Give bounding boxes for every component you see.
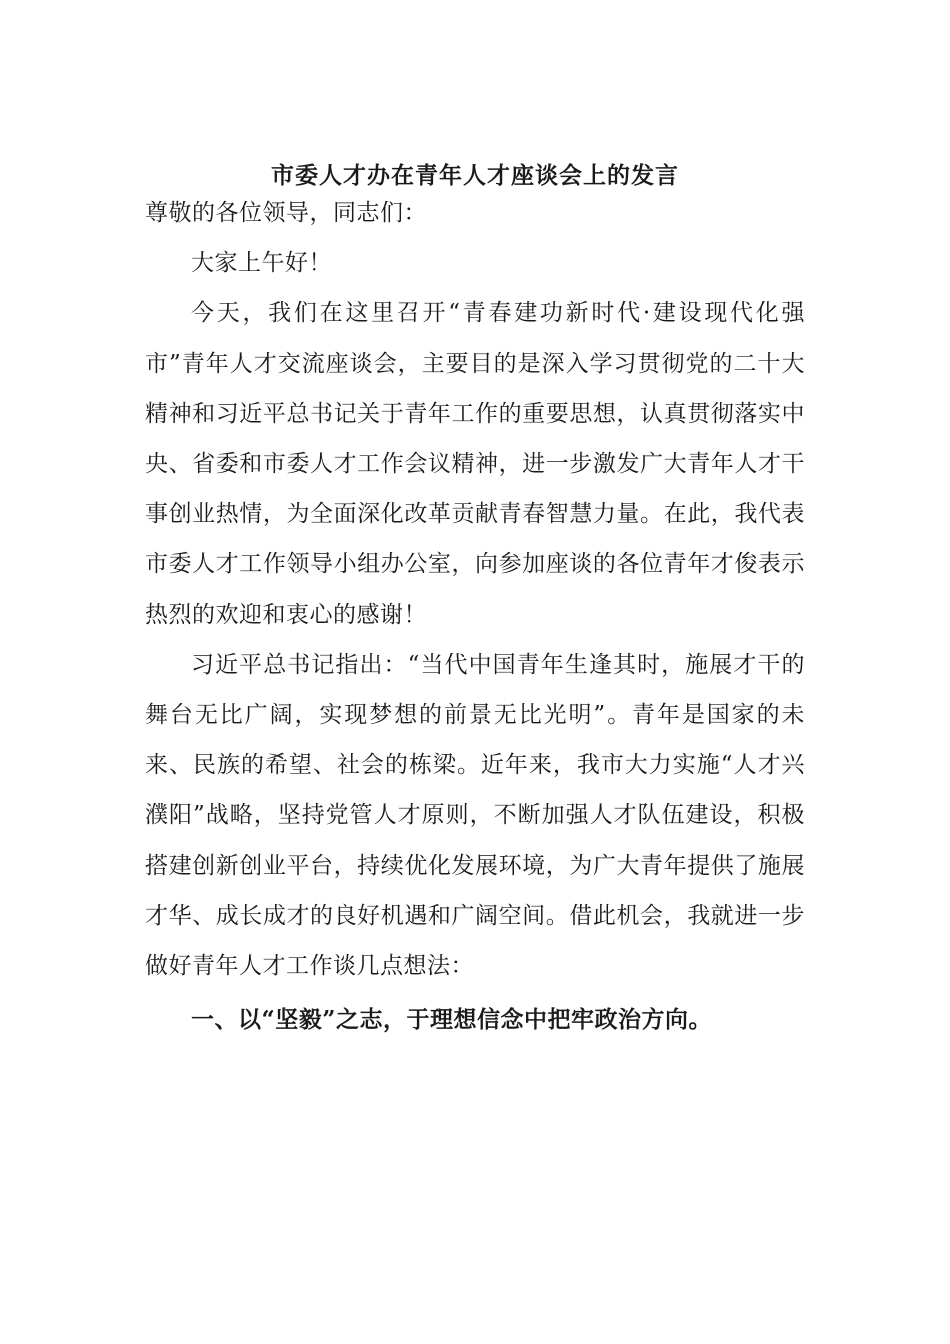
document-body <box>145 188 805 1045</box>
paragraph: 今天，我们在这里召开“青春建功新时代·建设现代化强市”青年人才交流座谈会，主要目的是深入学习贯彻党的二十大精神和习近平总书记关于青年工作的重要思想，认真贯彻落实中央、省委和市委人才工作会议精神，进一步激发广大青年人才干事创业热情，为全面深化改革贡献青春智慧力量。在此，我代表市委人才工作领导小组办公室，向参加座谈的各位青年才俊表示热烈的欢迎和衷心的感谢！ <box>145 300 805 628</box>
greeting: 大家上午好！ <box>191 250 332 277</box>
section-heading: 一、以“坚毅”之志，于理想信念中把牢政治方向。 <box>191 1006 712 1034</box>
document-title: 市委人才办在青年人才座谈会上的发言 <box>271 162 679 189</box>
paragraph: 习近平总书记指出：“当代中国青年生逢其时，施展才干的舞台无比广阔，实现梦想的前景无比光明”。青年是国家的未来、民族的希望、社会的栋梁。近年来，我市大力实施“人才兴濮阳”战略，坚持党管人才原则，不断加强人才队伍建设，积极搭建创新创业平台，持续优化发展环境，为广大青年提供了施展才华、成长成才的良好机遇和广阔空间。借此机会，我就进一步做好青年人才工作谈几点想法： <box>145 651 805 980</box>
salutation: 尊敬的各位领导，同志们： <box>145 200 427 226</box>
